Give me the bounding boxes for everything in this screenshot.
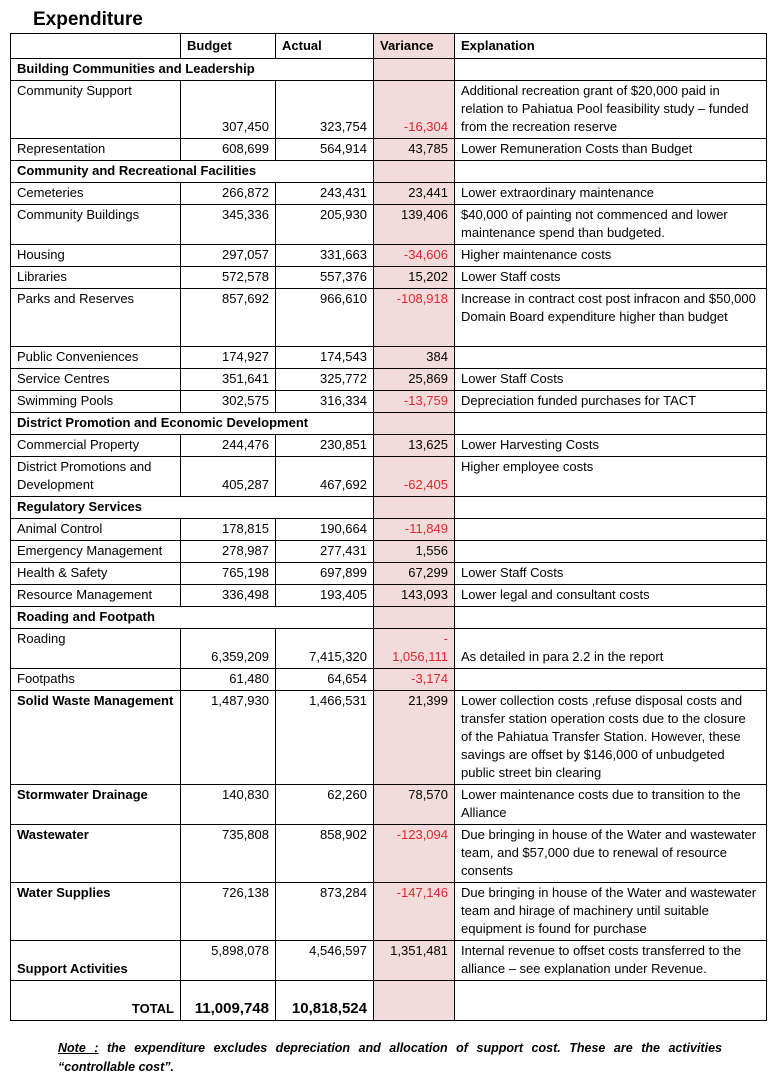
explanation-cell: Lower legal and consultant costs [455,585,767,607]
budget-cell: 345,336 [181,205,276,245]
table-row [11,563,767,585]
budget-cell: 608,699 [181,139,276,161]
variance-line-2: 1,056,111 [392,649,448,664]
row-name: Animal Control [11,519,181,541]
budget-cell: 765,198 [181,563,276,585]
explanation-cell [455,161,767,183]
budget-cell: 297,057 [181,245,276,267]
variance-cell [374,629,455,669]
row-name: Solid Waste Management [11,691,181,785]
variance-cell: 15,202 [374,267,455,289]
table-row [11,139,767,161]
explanation-cell: Depreciation funded purchases for TACT [455,391,767,413]
budget-cell: 1,487,930 [181,691,276,785]
variance-cell: 78,570 [374,785,455,825]
variance-cell: 143,093 [374,585,455,607]
row-name: Roading [11,629,181,669]
table-row [11,629,767,669]
row-name: Commercial Property [11,435,181,457]
row-name: Footpaths [11,669,181,691]
actual-cell: 325,772 [276,369,374,391]
section-row [11,413,767,435]
section-row [11,161,767,183]
actual-cell: 230,851 [276,435,374,457]
table-row [11,289,767,347]
row-name: Health & Safety [11,563,181,585]
row-name: Community Support [11,81,181,139]
page-title: Expenditure [33,9,143,30]
row-name: Cemeteries [11,183,181,205]
budget-cell: 278,987 [181,541,276,563]
actual-cell: 190,664 [276,519,374,541]
section-row [11,59,767,81]
variance-cell: 384 [374,347,455,369]
budget-cell: 5,898,078 [181,941,276,981]
variance-cell: 67,299 [374,563,455,585]
budget-cell: 6,359,209 [181,629,276,669]
variance-cell [374,161,455,183]
actual-cell: 64,654 [276,669,374,691]
header-budget: Budget [181,34,276,59]
variance-cell [374,413,455,435]
variance-cell: 23,441 [374,183,455,205]
budget-cell: 735,808 [181,825,276,883]
explanation-cell [455,519,767,541]
budget-cell: 307,450 [181,81,276,139]
variance-cell: -11,849 [374,519,455,541]
variance-cell: -34,606 [374,245,455,267]
total-label: TOTAL [11,981,181,1021]
table-row [11,205,767,245]
explanation-cell: Additional recreation grant of $20,000 paid in relation to Pahiatua Pool feasibility study – funded from the recreation reserve [455,81,767,139]
variance-cell: -147,146 [374,883,455,941]
variance-cell: 1,556 [374,541,455,563]
table-row [11,245,767,267]
actual-cell: 966,610 [276,289,374,347]
explanation-cell [455,541,767,563]
explanation-cell [455,347,767,369]
budget-cell: 266,872 [181,183,276,205]
explanation-cell [455,413,767,435]
row-name: Parks and Reserves [11,289,181,347]
variance-cell: -13,759 [374,391,455,413]
header-variance: Variance [374,34,455,59]
section-label: District Promotion and Economic Development [11,413,374,435]
explanation-cell [455,669,767,691]
variance-cell [374,607,455,629]
budget-cell: 178,815 [181,519,276,541]
budget-cell: 572,578 [181,267,276,289]
budget-cell: 61,480 [181,669,276,691]
explanation-cell: Lower Staff Costs [455,563,767,585]
actual-cell: 7,415,320 [276,629,374,669]
actual-cell: 564,914 [276,139,374,161]
row-name: Swimming Pools [11,391,181,413]
note-label: Note : [58,1041,99,1055]
table-row [11,391,767,413]
actual-cell: 1,466,531 [276,691,374,785]
variance-cell: -62,405 [374,457,455,497]
actual-cell: 193,405 [276,585,374,607]
row-name: Emergency Management [11,541,181,563]
table-row [11,691,767,785]
variance-cell: 43,785 [374,139,455,161]
explanation-cell: Higher employee costs [455,457,767,497]
variance-cell: -123,094 [374,825,455,883]
explanation-cell: Internal revenue to offset costs transferred to the alliance – see explanation under Revenue. [455,941,767,981]
table-row [11,941,767,981]
actual-cell: 323,754 [276,81,374,139]
explanation-cell [455,497,767,519]
explanation-cell: Lower Remuneration Costs than Budget [455,139,767,161]
actual-cell: 697,899 [276,563,374,585]
table-row [11,267,767,289]
variance-cell [374,497,455,519]
budget-cell: 857,692 [181,289,276,347]
header-explanation: Explanation [455,34,767,59]
row-name: Public Conveniences [11,347,181,369]
row-name: Stormwater Drainage [11,785,181,825]
table-row [11,347,767,369]
table-row [11,785,767,825]
note-text: the expenditure excludes depreciation and allocation of support cost. These are the activities “controllable cost”. [58,1041,722,1074]
table-row [11,825,767,883]
table-row [11,369,767,391]
explanation-cell: Lower Staff costs [455,267,767,289]
row-name: Housing [11,245,181,267]
section-row [11,497,767,519]
explanation-cell: Due bringing in house of the Water and wastewater team and hirage of machinery until suitable equipment is found for purchase [455,883,767,941]
variance-cell: 25,869 [374,369,455,391]
actual-cell: 205,930 [276,205,374,245]
table-row [11,541,767,563]
variance-cell: -3,174 [374,669,455,691]
header-row [11,34,767,59]
explanation-cell: Lower Harvesting Costs [455,435,767,457]
variance-cell: 13,625 [374,435,455,457]
variance-line-1: - [443,631,448,646]
actual-cell: 4,546,597 [276,941,374,981]
row-name: Water Supplies [11,883,181,941]
budget-cell: 174,927 [181,347,276,369]
explanation-cell: $40,000 of painting not commenced and lower maintenance spend than budgeted. [455,205,767,245]
row-name: Service Centres [11,369,181,391]
actual-cell: 62,260 [276,785,374,825]
budget-cell: 726,138 [181,883,276,941]
explanation-cell: Higher maintenance costs [455,245,767,267]
table-row [11,519,767,541]
variance-cell: 139,406 [374,205,455,245]
budget-cell: 244,476 [181,435,276,457]
table-row [11,457,767,497]
actual-cell: 174,543 [276,347,374,369]
variance-cell: 21,399 [374,691,455,785]
footnote [58,1039,722,1077]
budget-cell: 302,575 [181,391,276,413]
explanation-cell: Lower Staff Costs [455,369,767,391]
explanation-cell: As detailed in para 2.2 in the report [455,629,767,669]
total-row [11,981,767,1021]
budget-cell: 336,498 [181,585,276,607]
section-row [11,607,767,629]
section-label: Community and Recreational Facilities [11,161,374,183]
budget-cell: 140,830 [181,785,276,825]
variance-cell: 1,351,481 [374,941,455,981]
explanation-cell: Due bringing in house of the Water and wastewater team, and $57,000 due to renewal of resource consents [455,825,767,883]
actual-cell: 557,376 [276,267,374,289]
row-name: Support Activities [11,941,181,981]
variance-cell [374,59,455,81]
section-label: Building Communities and Leadership [11,59,374,81]
explanation-cell [455,59,767,81]
table-body [11,59,767,1021]
table-row [11,183,767,205]
total-actual: 10,818,524 [276,981,374,1021]
explanation-cell: Increase in contract cost post infracon and $50,000 Domain Board expenditure higher than budget [455,289,767,347]
table-row [11,669,767,691]
variance-cell [374,981,455,1021]
row-name: Wastewater [11,825,181,883]
budget-cell: 405,287 [181,457,276,497]
explanation-cell: Lower extraordinary maintenance [455,183,767,205]
actual-cell: 316,334 [276,391,374,413]
actual-cell: 858,902 [276,825,374,883]
explanation-cell [455,981,767,1021]
section-label: Roading and Footpath [11,607,374,629]
actual-cell: 243,431 [276,183,374,205]
actual-cell: 467,692 [276,457,374,497]
row-name: Community Buildings [11,205,181,245]
expenditure-table [10,33,767,1021]
table-row [11,585,767,607]
row-name: District Promotions and Development [11,457,181,497]
variance-cell: -16,304 [374,81,455,139]
budget-cell: 351,641 [181,369,276,391]
table-row [11,435,767,457]
section-label: Regulatory Services [11,497,374,519]
row-name: Resource Management [11,585,181,607]
row-name: Representation [11,139,181,161]
table-row [11,81,767,139]
header-actual: Actual [276,34,374,59]
actual-cell: 331,663 [276,245,374,267]
explanation-cell: Lower collection costs ,refuse disposal costs and transfer station operation costs due to the closure of the Pahiatua Transfer Station. However, these savings are offset by $146,000 of unbudgeted public street bin clearing [455,691,767,785]
actual-cell: 277,431 [276,541,374,563]
actual-cell: 873,284 [276,883,374,941]
explanation-cell: Lower maintenance costs due to transition to the Alliance [455,785,767,825]
variance-cell: -108,918 [374,289,455,347]
explanation-cell [455,607,767,629]
row-name: Libraries [11,267,181,289]
header-name [11,34,181,59]
table-row [11,883,767,941]
total-budget: 11,009,748 [181,981,276,1021]
